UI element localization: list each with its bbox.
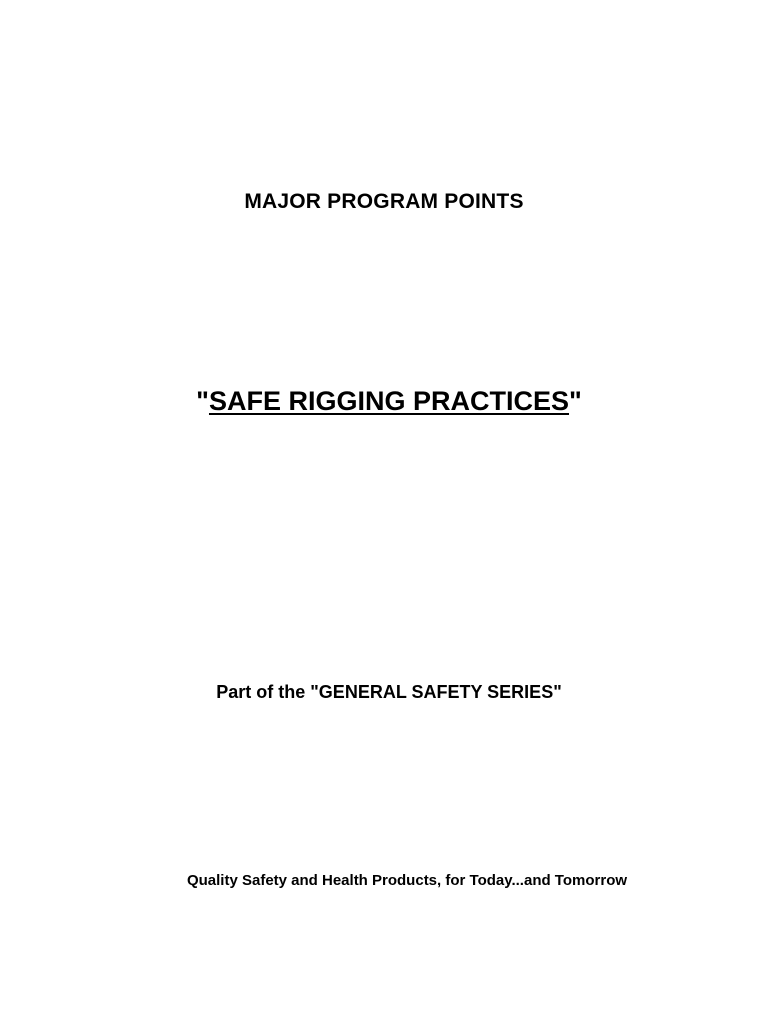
title-close-quote: " xyxy=(569,386,582,416)
title-open-quote: " xyxy=(196,386,209,416)
tagline: Quality Safety and Health Products, for Today...and Tomorrow xyxy=(186,872,628,889)
document-heading: MAJOR PROGRAM POINTS xyxy=(244,190,524,213)
series-line: Part of the "GENERAL SAFETY SERIES" xyxy=(216,682,562,702)
document-title xyxy=(5,386,768,417)
title-text: SAFE RIGGING PRACTICES xyxy=(208,386,570,416)
